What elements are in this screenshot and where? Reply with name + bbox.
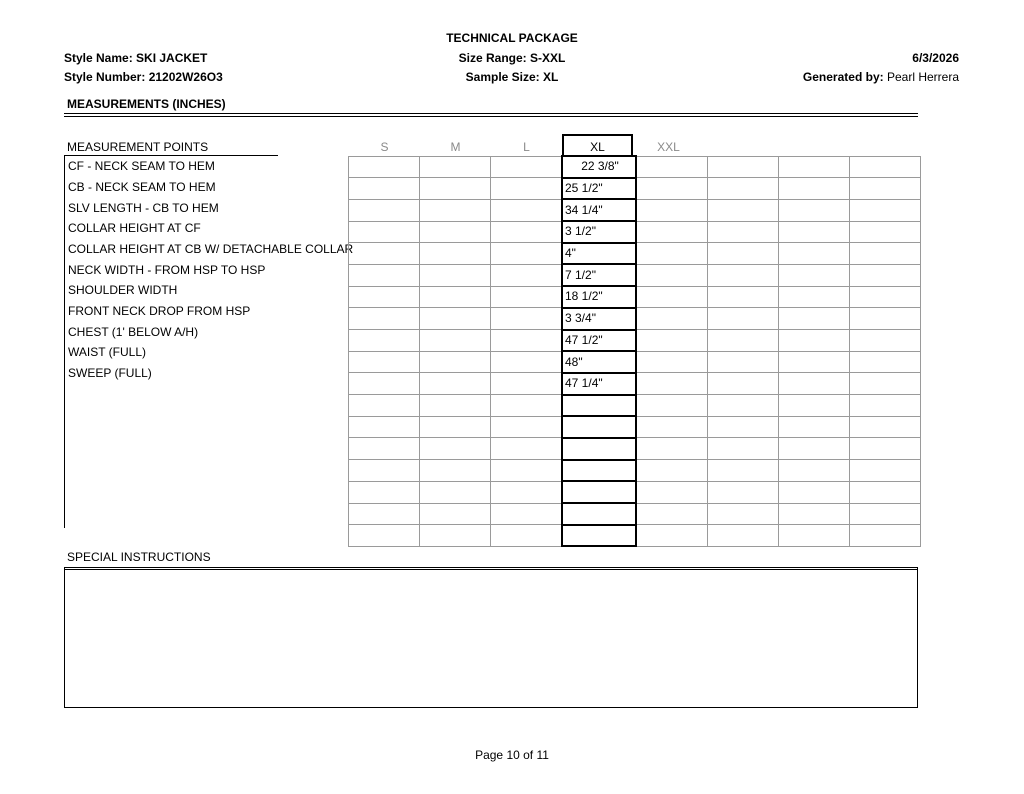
cell-extra[interactable]: [708, 351, 779, 373]
page-number: Page 10 of 11: [475, 748, 549, 762]
special-instructions-box[interactable]: [64, 567, 918, 708]
sample-size-value: XL: [543, 70, 559, 84]
section-divider-top: [64, 113, 918, 114]
cell-xl[interactable]: 47 1/4": [562, 373, 636, 395]
cell-xl[interactable]: 22 3/8": [562, 156, 636, 178]
cell-s[interactable]: [349, 330, 420, 352]
measurement-point-label: CHEST (1' BELOW A/H): [68, 325, 199, 339]
cell-xxl[interactable]: [636, 351, 708, 373]
document-date: 6/3/2026: [912, 51, 959, 65]
table-row: [349, 156, 921, 178]
cell-xxl[interactable]: [636, 373, 708, 395]
cell-l[interactable]: [491, 416, 563, 438]
cell-xxl[interactable]: [636, 416, 708, 438]
cell-m[interactable]: [420, 243, 491, 265]
cell-s[interactable]: [349, 308, 420, 330]
cell-l[interactable]: [491, 243, 563, 265]
cell-xl[interactable]: 25 1/2": [562, 178, 636, 200]
cell-m[interactable]: [420, 503, 491, 525]
table-row: [349, 525, 921, 547]
table-row: [349, 395, 921, 417]
cell-extra[interactable]: [779, 178, 850, 200]
cell-m[interactable]: [420, 199, 491, 221]
cell-s[interactable]: [349, 199, 420, 221]
measurement-points-left-border: [64, 155, 65, 528]
cell-extra[interactable]: [708, 525, 779, 547]
cell-xl[interactable]: 3 3/4": [562, 308, 636, 330]
cell-l[interactable]: [491, 373, 563, 395]
cell-s[interactable]: [349, 525, 420, 547]
cell-xl[interactable]: 3 1/2": [562, 221, 636, 243]
cell-l[interactable]: [491, 503, 563, 525]
cell-extra[interactable]: [708, 178, 779, 200]
cell-extra[interactable]: [708, 481, 779, 503]
cell-xxl[interactable]: [636, 286, 708, 308]
cell-s[interactable]: [349, 221, 420, 243]
cell-extra[interactable]: [850, 460, 921, 482]
size-header-xl: XL: [590, 140, 605, 154]
cell-xl[interactable]: 34 1/4": [562, 199, 636, 221]
cell-extra[interactable]: [850, 481, 921, 503]
table-row: [349, 243, 921, 265]
cell-m[interactable]: [420, 416, 491, 438]
cell-m[interactable]: [420, 460, 491, 482]
cell-xl[interactable]: 7 1/2": [562, 264, 636, 286]
cell-extra[interactable]: [779, 286, 850, 308]
table-row: [349, 416, 921, 438]
cell-extra[interactable]: [708, 308, 779, 330]
cell-xl[interactable]: 4": [562, 243, 636, 265]
measurement-point-label: CB - NECK SEAM TO HEM: [68, 180, 216, 194]
generated-by: [803, 70, 959, 84]
table-row: [349, 503, 921, 525]
cell-l[interactable]: [491, 286, 563, 308]
cell-extra[interactable]: [708, 243, 779, 265]
cell-extra[interactable]: [779, 199, 850, 221]
measurement-point-label: NECK WIDTH - FROM HSP TO HSP: [68, 263, 266, 277]
cell-xxl[interactable]: [636, 178, 708, 200]
cell-extra[interactable]: [850, 330, 921, 352]
cell-m[interactable]: [420, 481, 491, 503]
cell-l[interactable]: [491, 156, 563, 178]
cell-xl[interactable]: 18 1/2": [562, 286, 636, 308]
size-range-value: S-XXL: [530, 51, 566, 65]
table-row: [349, 308, 921, 330]
cell-s[interactable]: [349, 286, 420, 308]
style-number-value: 21202W26O3: [148, 70, 223, 84]
size-header-s: S: [380, 140, 389, 154]
cell-extra[interactable]: [850, 243, 921, 265]
cell-extra[interactable]: [779, 330, 850, 352]
cell-s[interactable]: [349, 481, 420, 503]
cell-extra[interactable]: [850, 438, 921, 460]
measurement-point-label: FRONT NECK DROP FROM HSP: [68, 304, 251, 318]
cell-xxl[interactable]: [636, 460, 708, 482]
size-range: [0, 51, 1024, 65]
style-name-value: SKI JACKET: [136, 51, 208, 65]
cell-xxl[interactable]: [636, 330, 708, 352]
cell-extra[interactable]: [708, 286, 779, 308]
table-row: [349, 330, 921, 352]
table-row: [349, 460, 921, 482]
cell-extra[interactable]: [779, 395, 850, 417]
cell-s[interactable]: [349, 264, 420, 286]
measurement-point-label: CF - NECK SEAM TO HEM: [68, 159, 215, 173]
cell-extra[interactable]: [708, 460, 779, 482]
cell-extra[interactable]: [708, 330, 779, 352]
cell-extra[interactable]: [779, 438, 850, 460]
style-name-label: Style Name:: [64, 51, 133, 65]
generated-by-label: Generated by:: [802, 70, 884, 84]
cell-m[interactable]: [420, 221, 491, 243]
measurement-grid: [348, 155, 921, 547]
table-row: [349, 221, 921, 243]
cell-extra[interactable]: [708, 416, 779, 438]
cell-s[interactable]: [349, 416, 420, 438]
cell-extra[interactable]: [779, 308, 850, 330]
cell-m[interactable]: [420, 395, 491, 417]
cell-xxl[interactable]: [636, 481, 708, 503]
section-title: MEASUREMENTS (INCHES): [67, 97, 226, 111]
cell-extra[interactable]: [779, 525, 850, 547]
cell-extra[interactable]: [779, 264, 850, 286]
cell-l[interactable]: [491, 481, 563, 503]
cell-extra[interactable]: [779, 460, 850, 482]
cell-m[interactable]: [420, 438, 491, 460]
measurement-points-header: MEASUREMENT POINTS: [67, 140, 209, 154]
cell-l[interactable]: [491, 351, 563, 373]
cell-l[interactable]: [491, 264, 563, 286]
cell-xl[interactable]: [562, 481, 636, 503]
table-row: [349, 264, 921, 286]
measurement-points-underline: [64, 155, 278, 156]
measurement-point-label: COLLAR HEIGHT AT CB W/ DETACHABLE COLLAR: [68, 242, 354, 256]
cell-extra[interactable]: [850, 525, 921, 547]
cell-m[interactable]: [420, 373, 491, 395]
cell-l[interactable]: [491, 178, 563, 200]
cell-extra[interactable]: [779, 481, 850, 503]
cell-s[interactable]: [349, 178, 420, 200]
cell-extra[interactable]: [779, 156, 850, 178]
cell-extra[interactable]: [850, 199, 921, 221]
cell-l[interactable]: [491, 330, 563, 352]
cell-s[interactable]: [349, 460, 420, 482]
cell-s[interactable]: [349, 395, 420, 417]
size-range-label: Size Range:: [458, 51, 527, 65]
cell-m[interactable]: [420, 156, 491, 178]
cell-m[interactable]: [420, 525, 491, 547]
cell-l[interactable]: [491, 525, 563, 547]
section-divider-bottom: [64, 116, 918, 117]
table-row: [349, 178, 921, 200]
cell-xl[interactable]: 48": [562, 351, 636, 373]
cell-xxl[interactable]: [636, 243, 708, 265]
cell-extra[interactable]: [779, 373, 850, 395]
size-header-l: L: [523, 140, 530, 154]
table-row: [349, 481, 921, 503]
cell-xl[interactable]: 47 1/2": [562, 330, 636, 352]
cell-xl[interactable]: [562, 416, 636, 438]
special-instructions-inner-rule: [64, 569, 918, 570]
cell-s[interactable]: [349, 503, 420, 525]
cell-s[interactable]: [349, 438, 420, 460]
cell-extra[interactable]: [708, 503, 779, 525]
measurement-point-label: SLV LENGTH - CB TO HEM: [68, 201, 219, 215]
cell-l[interactable]: [491, 199, 563, 221]
cell-xxl[interactable]: [636, 221, 708, 243]
cell-extra[interactable]: [779, 243, 850, 265]
sample-size-label: Sample Size:: [465, 70, 540, 84]
cell-l[interactable]: [491, 395, 563, 417]
cell-xxl[interactable]: [636, 525, 708, 547]
cell-xl[interactable]: [562, 460, 636, 482]
cell-extra[interactable]: [779, 351, 850, 373]
measurement-point-label: SHOULDER WIDTH: [68, 283, 178, 297]
cell-xl[interactable]: [562, 503, 636, 525]
measurement-point-label: WAIST (FULL): [68, 345, 147, 359]
size-header-xxl: XXL: [657, 140, 680, 154]
cell-extra[interactable]: [708, 221, 779, 243]
special-instructions-label: SPECIAL INSTRUCTIONS: [67, 550, 211, 564]
cell-m[interactable]: [420, 330, 491, 352]
cell-extra[interactable]: [708, 156, 779, 178]
cell-s[interactable]: [349, 351, 420, 373]
cell-extra[interactable]: [708, 438, 779, 460]
cell-xxl[interactable]: [636, 264, 708, 286]
cell-xxl[interactable]: [636, 503, 708, 525]
cell-extra[interactable]: [850, 416, 921, 438]
cell-xxl[interactable]: [636, 308, 708, 330]
cell-xxl[interactable]: [636, 156, 708, 178]
cell-extra[interactable]: [850, 156, 921, 178]
cell-m[interactable]: [420, 308, 491, 330]
cell-xl[interactable]: [562, 525, 636, 547]
cell-xl[interactable]: [562, 438, 636, 460]
cell-extra[interactable]: [850, 351, 921, 373]
cell-l[interactable]: [491, 221, 563, 243]
cell-extra[interactable]: [708, 264, 779, 286]
cell-extra[interactable]: [850, 503, 921, 525]
cell-m[interactable]: [420, 286, 491, 308]
cell-s[interactable]: [349, 373, 420, 395]
size-header-m: M: [450, 140, 461, 154]
cell-extra[interactable]: [850, 221, 921, 243]
cell-l[interactable]: [491, 308, 563, 330]
cell-extra[interactable]: [850, 395, 921, 417]
cell-extra[interactable]: [850, 264, 921, 286]
cell-extra[interactable]: [850, 178, 921, 200]
cell-l[interactable]: [491, 460, 563, 482]
measurement-point-label: SWEEP (FULL): [68, 366, 152, 380]
style-number-label: Style Number:: [64, 70, 146, 84]
table-row: [349, 199, 921, 221]
cell-extra[interactable]: [708, 373, 779, 395]
cell-extra[interactable]: [850, 308, 921, 330]
generated-by-value: Pearl Herrera: [886, 70, 959, 84]
document-title: TECHNICAL PACKAGE: [446, 31, 578, 45]
measurement-point-label: COLLAR HEIGHT AT CF: [68, 221, 201, 235]
table-row: [349, 351, 921, 373]
cell-s[interactable]: [349, 156, 420, 178]
cell-extra[interactable]: [779, 416, 850, 438]
cell-extra[interactable]: [708, 395, 779, 417]
cell-xl[interactable]: [562, 395, 636, 417]
cell-extra[interactable]: [779, 503, 850, 525]
cell-m[interactable]: [420, 264, 491, 286]
cell-s[interactable]: [349, 243, 420, 265]
cell-xxl[interactable]: [636, 395, 708, 417]
cell-extra[interactable]: [779, 221, 850, 243]
cell-xxl[interactable]: [636, 199, 708, 221]
cell-extra[interactable]: [850, 373, 921, 395]
cell-l[interactable]: [491, 438, 563, 460]
cell-m[interactable]: [420, 351, 491, 373]
table-row: [349, 438, 921, 460]
cell-m[interactable]: [420, 178, 491, 200]
cell-extra[interactable]: [850, 286, 921, 308]
cell-extra[interactable]: [708, 199, 779, 221]
cell-xxl[interactable]: [636, 438, 708, 460]
table-row: [349, 373, 921, 395]
table-row: [349, 286, 921, 308]
